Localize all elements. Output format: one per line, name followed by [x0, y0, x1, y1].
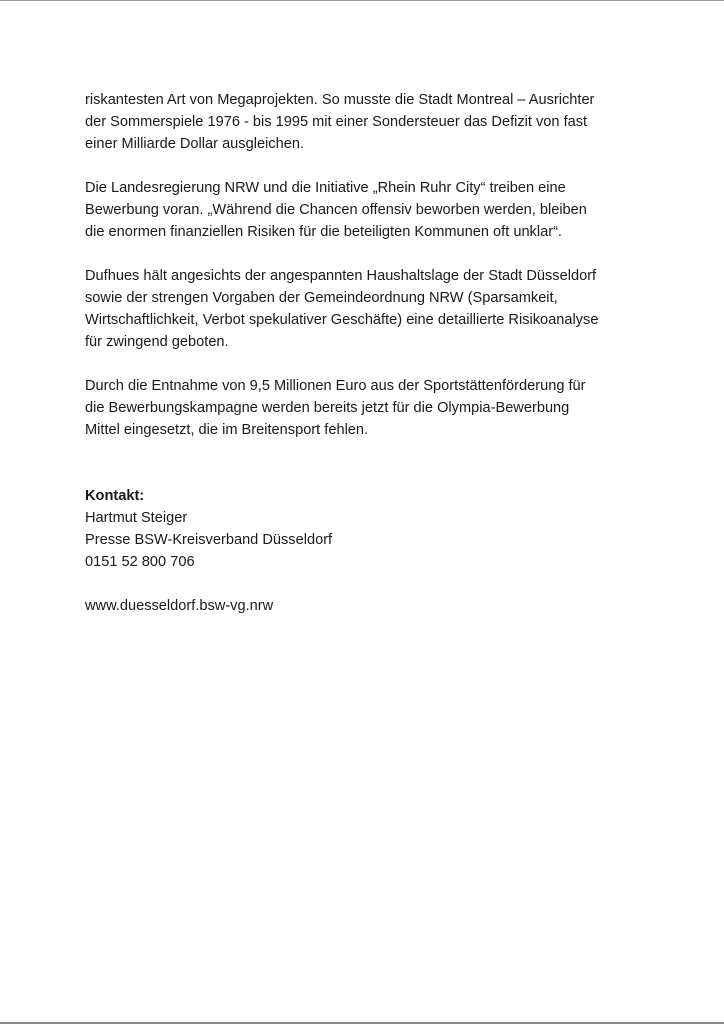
paragraph-montreal: [85, 89, 655, 155]
text-line: für zwingend geboten.: [85, 334, 229, 350]
text-line: Wirtschaftlichkeit, Verbot spekulativer Geschäfte) eine detaillierte Risikoanalyse: [85, 312, 599, 328]
text-line: Durch die Entnahme von 9,5 Millionen Euro aus der Sportstättenförderung für: [85, 378, 586, 394]
text-line: einer Milliarde Dollar ausgleichen.: [85, 136, 305, 152]
text-line: die Bewerbungskampagne werden bereits jetzt für die Olympia-Bewerbung: [85, 400, 570, 416]
contact-heading: Kontakt:: [85, 488, 145, 504]
contact-name: Hartmut Steiger: [85, 510, 188, 526]
website-link[interactable]: www.duesseldorf.bsw-vg.nrw: [85, 598, 274, 614]
text-line: Die Landesregierung NRW und die Initiative „Rhein Ruhr City“ treiben eine: [85, 180, 566, 196]
document-body: [85, 89, 655, 617]
contact-role: Presse BSW-Kreisverband Düsseldorf: [85, 532, 333, 548]
text-line: der Sommerspiele 1976 - bis 1995 mit einer Sondersteuer das Defizit von fast: [85, 114, 588, 130]
text-line: Bewerbung voran. „Während die Chancen offensiv beworben werden, bleiben: [85, 202, 587, 218]
paragraph-sportstaetten: [85, 375, 655, 441]
paragraph-dufhues: [85, 265, 655, 353]
text-line: Dufhues hält angesichts der angespannten Haushaltslage der Stadt Düsseldorf: [85, 268, 597, 284]
text-line: sowie der strengen Vorgaben der Gemeindeordnung NRW (Sparsamkeit,: [85, 290, 558, 306]
text-line: Mittel eingesetzt, die im Breitensport fehlen.: [85, 422, 369, 438]
contact-phone: 0151 52 800 706: [85, 554, 195, 570]
contact-block: [85, 485, 655, 617]
paragraph-landesregierung: [85, 177, 655, 243]
text-line: riskantesten Art von Megaprojekten. So musste die Stadt Montreal – Ausrichter: [85, 92, 595, 108]
text-line: die enormen finanziellen Risiken für die beteiligten Kommunen oft unklar“.: [85, 224, 562, 240]
